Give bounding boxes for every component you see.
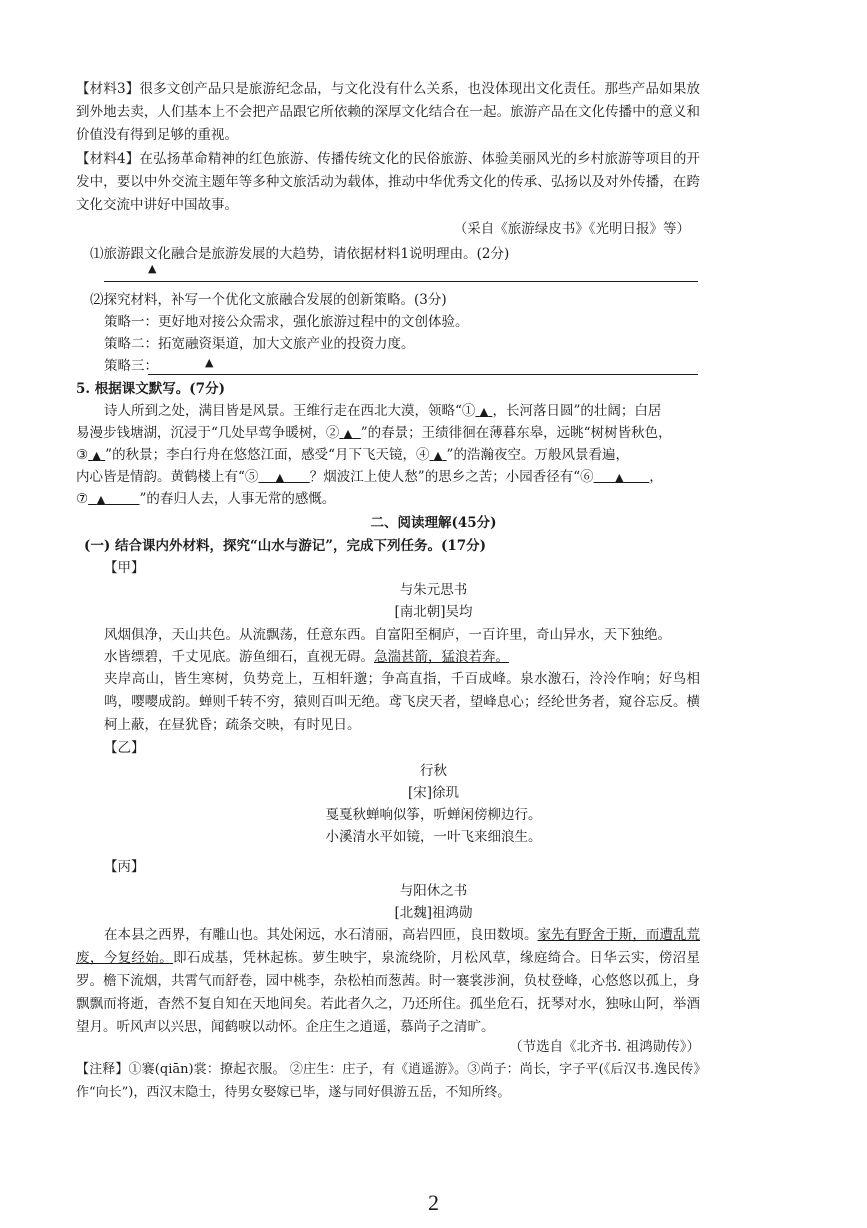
label-jia: 【甲】	[104, 560, 145, 576]
answer-1-triangle: ▲	[148, 262, 157, 275]
material-3: 【材料3】很多文创产品只是旅游纪念品，与文化没有什么关系，也没体现出文化责任。那些产品如果放到外地去卖，人们基本上不会把产品跟它所依赖的深厚文化结合在一起。旅游产品在文化传播中的意义和价值没有得到足够的重视。	[76, 81, 700, 143]
strategy-2: 策略二：拓宽融资渠道，加大文旅产业的投资力度。	[104, 336, 415, 352]
q5-line-3: ③ ▲ ”的秋景；李白行舟在悠悠江面，感受“月下飞天镜，④ ▲ ”的浩瀚夜空。万般风景看遍，	[76, 447, 629, 463]
answer-2-line[interactable]	[148, 374, 698, 375]
jia-para-1a: 风烟俱净，天山共色。从流飘荡，任意东西。自富阳至桐庐，一百许里，奇山异水，天下独绝。	[104, 627, 671, 643]
strategy-3-label: 策略三：	[104, 358, 158, 374]
label-bing: 【丙】	[104, 859, 145, 875]
yi-line-2: 小溪清水平如镜，一叶飞来细浪生。	[325, 829, 542, 845]
question-1: ⑴旅游跟文化融合是旅游发展的大趋势，请依据材料1说明理由。(2分)	[90, 246, 510, 262]
jia-para-2: 夹岸高山，皆生寒树，负势竞上，互相轩邈；争高直指，千百成峰。泉水激石，泠泠作响；好鸟相鸣，嘤嘤成韵。蝉则千转不穷，猿则百叫无绝。鸢飞戾天者，望峰息心；经纶世务者，窥谷忘反。横柯上蔽，在昼犹昏；疏条交映，有时见日。	[104, 671, 700, 733]
q5-line-2: 易漫步钱塘湖，沉浸于“几处早莺争暖树，② ▲ ”的春景；王绩徘徊在薄暮东皋，远眺“树树皆秋色，	[76, 425, 672, 441]
yi-line-1: 戛戛秋蝉响似筝，听蝉闲傍柳边行。	[325, 807, 542, 823]
answer-2-triangle: ▲	[205, 356, 214, 369]
jia-author: [南北朝]吴均	[394, 604, 473, 620]
material-4: 【材料4】在弘扬革命精神的红色旅游、传播传统文化的民俗旅游、体验美丽风光的乡村旅游等项目的开发中，要以中外交流主题年等多种文旅活动为载体，推动中华优秀文化的传承、弘扬以及对外传播，在跨文化交流中讲好中国故事。	[76, 151, 700, 213]
bing-author: [北魏]祖鸿勋	[394, 905, 473, 921]
source-note: （采自《旅游绿皮书》《光明日报》等）	[453, 221, 690, 237]
part-1-title: (一) 结合课内外材料，探究“山水与游记”，完成下列任务。(17分)	[84, 538, 487, 554]
label-yi: 【乙】	[104, 740, 145, 756]
bing-para: 在本县之西界，有雕山也。其处闲远，水石清丽，高岩四匝，良田数顷。家先有野舍于斯，而遭乱荒废，今复经始。即石成基，凭林起栋。萝生映宇，泉流绕阶，月松风草，缘庭绮合。日华云实，傍沼星罗。檐下流烟，共霄气而舒卷，园中桃李，杂松柏而葱茜。时一褰裳涉涧，负杖登峰，心悠悠以孤上，身飘飘而将逝，杳然不复自知在天地间矣。若此者久之，乃还所住。孤坐危石，抚琴对水，独咏山阿，举酒望月。听风声以兴思，闻鹤唳以动怀。企庄生之逍遥，慕尚子之清旷。	[76, 927, 701, 1035]
answer-1-line[interactable]	[104, 281, 698, 282]
q5-line-4: 内心皆是情韵。黄鹤楼上有“⑤ ▲ ？烟波江上使人愁”的思乡之苦；小园香径有“⑥ ▲ ，	[76, 469, 663, 485]
bing-title: 与阳休之书	[399, 883, 468, 899]
q5-line-5: ⑦ ▲ ”的春归人去，人事无常的感慨。	[76, 491, 336, 507]
yi-title: 行秋	[420, 763, 447, 779]
annotation-note: 【注释】①褰(qiān)裳：撩起衣服。 ②庄生：庄子，有《逍遥游》。③尚子：尚长，字子平(《后汉书.逸民传》作“向长”)，西汉末隐士，待男女娶嫁已毕，遂与同好俱游五岳，不知所终。	[76, 1062, 700, 1100]
page-number: 2	[428, 1190, 439, 1215]
question-2: ⑵探究材料，补写一个优化文旅融合发展的创新策略。(3分)	[90, 292, 447, 308]
q5-line-1: 诗人所到之处，满目皆是风景。王维行走在西北大漠，领略“① ▲ ，长河落日圆”的壮阔；白居	[104, 403, 662, 419]
jia-para-1b: 水皆缥碧，千丈见底。游鱼细石，直视无碍。急湍甚箭，猛浪若奔。	[104, 649, 509, 665]
jia-title: 与朱元思书	[399, 582, 468, 598]
bing-source: （节选自《北齐书. 祖鸿勋传》）	[509, 1039, 700, 1055]
question-5-title: 5. 根据课文默写。(7分)	[76, 381, 225, 397]
yi-author: [宋]徐玑	[407, 785, 460, 801]
strategy-1: 策略一：更好地对接公众需求，强化旅游过程中的文创体验。	[104, 314, 469, 330]
section-2-title: 二、阅读理解(45分)	[370, 515, 497, 531]
